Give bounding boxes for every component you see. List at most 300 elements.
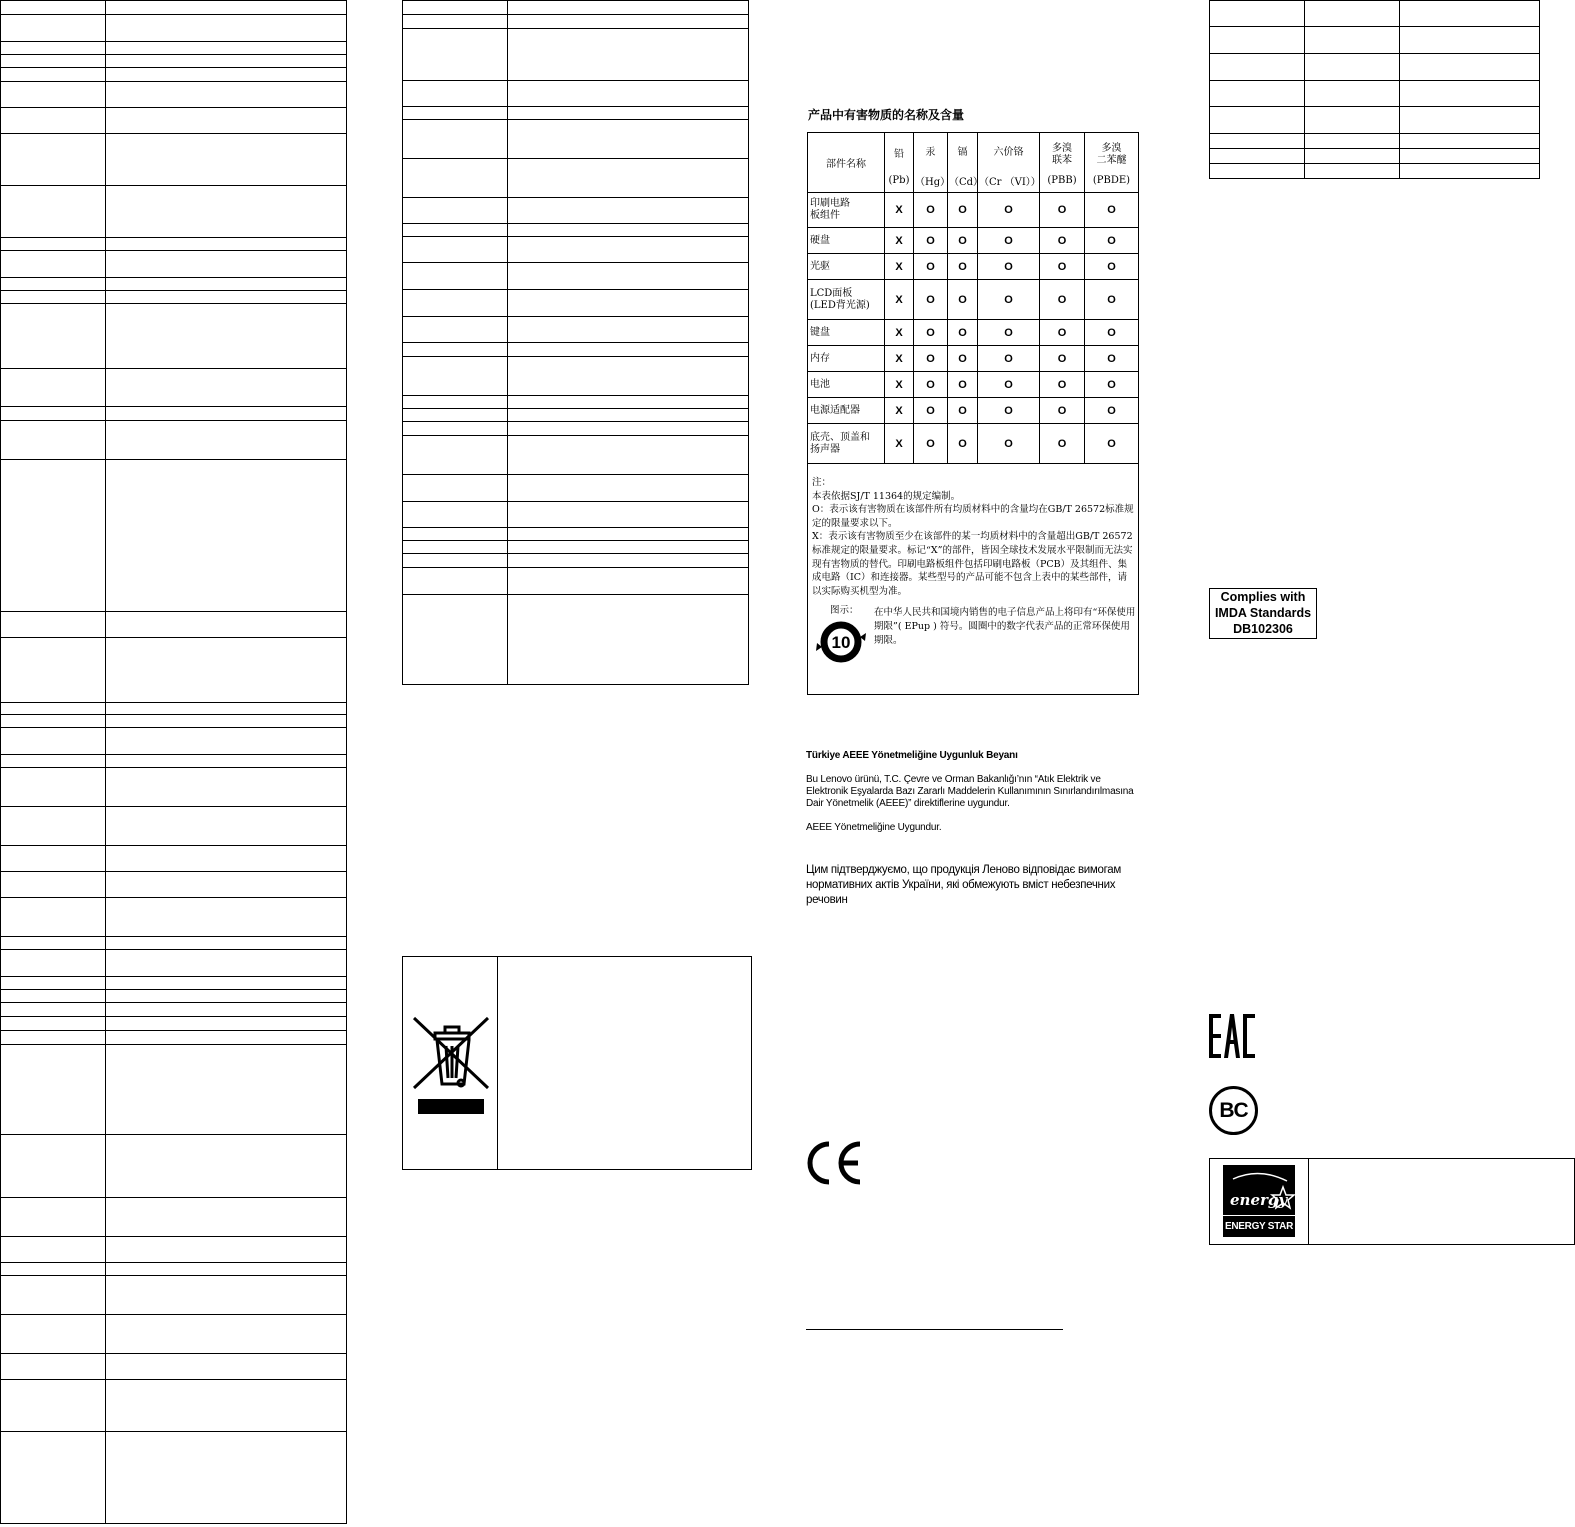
table-row [1, 977, 347, 990]
table-cell [1, 990, 106, 1003]
table-row [1, 1354, 347, 1380]
table-row [403, 263, 749, 290]
table-row [1, 1432, 347, 1524]
table-cell [106, 304, 347, 369]
table-cell [508, 541, 749, 554]
table-cell [1210, 149, 1305, 164]
table-cell [1, 1354, 106, 1380]
part-name-header: 部件名称 [808, 133, 885, 193]
substance-mark: O [914, 280, 948, 320]
weee-box [402, 956, 752, 1170]
table-cell [106, 460, 347, 612]
table-cell [106, 1432, 347, 1524]
table-cell [403, 409, 508, 422]
table-row [1, 950, 347, 977]
table-cell [106, 1198, 347, 1237]
table-cell [1210, 107, 1305, 134]
substance-mark: O [1040, 228, 1085, 254]
table-cell [1, 937, 106, 950]
table-cell [1, 807, 106, 846]
substance-mark: O [914, 372, 948, 398]
substance-mark: O [1040, 398, 1085, 424]
table-row [808, 346, 1139, 372]
table-row [403, 159, 749, 198]
table-row [403, 357, 749, 396]
table-row [403, 343, 749, 357]
table-row [808, 254, 1139, 280]
imda-line-2: IMDA Standards [1214, 606, 1312, 620]
table-row [403, 1, 749, 15]
table-cell [106, 134, 347, 186]
table-cell [106, 42, 347, 55]
table-cell [403, 541, 508, 554]
table-cell [403, 436, 508, 475]
table-cell [403, 159, 508, 198]
substance-mark: O [914, 424, 948, 464]
table-cell [106, 807, 347, 846]
table-cell [1305, 81, 1400, 107]
table-cell [1, 68, 106, 82]
substance-mark: X [885, 228, 914, 254]
table-row [1, 728, 347, 755]
substance-mark: O [1085, 320, 1139, 346]
substance-mark: O [978, 254, 1040, 280]
table-cell [106, 768, 347, 807]
table-row [403, 396, 749, 409]
table-cell [508, 502, 749, 528]
table-row [1, 807, 347, 846]
notes-cell [808, 464, 1139, 695]
middle-empty-table [402, 0, 749, 685]
table-row [403, 528, 749, 541]
table-row [1, 186, 347, 238]
table-cell [106, 251, 347, 278]
table-row [1, 846, 347, 872]
table-cell [1400, 107, 1540, 134]
table-row [1, 638, 347, 703]
table-cell [1305, 134, 1400, 149]
table-row [1210, 164, 1540, 179]
substance-mark: X [885, 424, 914, 464]
substance-mark: O [1085, 424, 1139, 464]
table-row [1, 15, 347, 42]
right-empty-table [1209, 0, 1540, 179]
table-row [1, 291, 347, 304]
table-cell [106, 15, 347, 42]
substance-mark: X [885, 193, 914, 228]
table-cell [403, 290, 508, 317]
part-name-cell: 印刷电路 板组件 [808, 193, 885, 228]
table-row [1, 990, 347, 1003]
part-name-cell: 底壳、顶盖和 扬声器 [808, 424, 885, 464]
substance-mark: O [948, 254, 978, 280]
table-row [403, 541, 749, 554]
substance-header: 汞 （Hg） [914, 133, 948, 193]
table-row [1, 460, 347, 612]
substance-header: 六价铬 （Cr （VI）） [978, 133, 1040, 193]
footnote-rule [806, 1329, 1063, 1330]
table-cell [1, 1432, 106, 1524]
table-row [1, 1003, 347, 1017]
table-cell [1, 42, 106, 55]
table-cell [106, 755, 347, 768]
table-cell [106, 369, 347, 407]
substance-header: 镉 （Cd） [948, 133, 978, 193]
table-cell [508, 263, 749, 290]
imda-line-3: DB102306 [1233, 622, 1293, 636]
substance-mark: O [1085, 254, 1139, 280]
substance-mark: O [948, 228, 978, 254]
table-row [403, 290, 749, 317]
table-cell [1, 1, 106, 15]
table-row [1, 1237, 347, 1263]
substance-mark: O [914, 228, 948, 254]
table-cell [106, 1, 347, 15]
table-cell [1210, 164, 1305, 179]
table-row [403, 317, 749, 343]
notes-row [808, 464, 1139, 695]
table-row [1210, 81, 1540, 107]
table-cell [1, 1003, 106, 1017]
table-row [1210, 27, 1540, 54]
table-cell [106, 728, 347, 755]
table-row [1, 82, 347, 108]
substance-mark: O [1085, 193, 1139, 228]
table-cell [106, 715, 347, 728]
substance-mark: X [885, 280, 914, 320]
eac-mark-icon [1209, 1014, 1255, 1058]
table-row [808, 280, 1139, 320]
table-cell [1, 1237, 106, 1263]
substance-mark: O [914, 346, 948, 372]
table-cell [403, 357, 508, 396]
table-row [1210, 54, 1540, 81]
table-cell [1, 82, 106, 108]
left-empty-table [0, 0, 347, 1524]
table-cell [508, 81, 749, 107]
table-row [808, 398, 1139, 424]
svg-text:energy: energy [1230, 1191, 1288, 1209]
table-cell [106, 238, 347, 251]
substance-header: 多溴 二苯醚 (PBDE) [1085, 133, 1139, 193]
table-cell [508, 409, 749, 422]
table-cell [403, 81, 508, 107]
table-cell [1, 369, 106, 407]
table-cell [1400, 149, 1540, 164]
table-cell [1305, 54, 1400, 81]
table-cell [508, 290, 749, 317]
table-row [1, 421, 347, 460]
table-cell [106, 950, 347, 977]
table-cell [1, 977, 106, 990]
part-name-cell: 光驱 [808, 254, 885, 280]
table-cell [1, 134, 106, 186]
table-cell [1305, 107, 1400, 134]
table-row [1, 407, 347, 421]
table-cell [1, 638, 106, 703]
table-cell [1, 950, 106, 977]
table-cell [106, 977, 347, 990]
table-cell [403, 29, 508, 81]
table-cell [106, 1380, 347, 1432]
table-row [403, 224, 749, 237]
table-row [1, 1135, 347, 1198]
table-row [1, 134, 347, 186]
table-cell [403, 198, 508, 224]
table-cell [403, 554, 508, 568]
substance-mark: O [978, 372, 1040, 398]
substance-mark: O [914, 254, 948, 280]
table-row [1, 768, 347, 807]
table-cell [403, 107, 508, 120]
substance-mark: O [1040, 372, 1085, 398]
legend-label: 图示： [830, 605, 859, 617]
table-cell [1400, 134, 1540, 149]
table-cell [1, 108, 106, 134]
table-cell [508, 528, 749, 541]
table-cell [106, 1017, 347, 1031]
table-cell [1400, 27, 1540, 54]
table-cell [1, 872, 106, 898]
table-cell [403, 422, 508, 436]
substance-mark: X [885, 398, 914, 424]
substance-mark: O [948, 320, 978, 346]
table-cell [508, 29, 749, 81]
table-row [403, 81, 749, 107]
table-cell [403, 343, 508, 357]
substance-mark: X [885, 320, 914, 346]
table-cell [1, 1045, 106, 1135]
substance-mark: O [978, 193, 1040, 228]
substance-mark: O [948, 280, 978, 320]
table-cell [106, 186, 347, 238]
turkey-title: Türkiye AEEE Yönetmeliğine Uygunluk Beyanı [806, 750, 1018, 761]
table-row [1, 715, 347, 728]
substance-mark: O [978, 398, 1040, 424]
substance-mark: O [914, 398, 948, 424]
substance-mark: O [1040, 254, 1085, 280]
table-row [403, 436, 749, 475]
hazardous-substance-table [807, 132, 1139, 695]
bc-text: BC [1219, 1099, 1248, 1122]
table-cell [106, 1354, 347, 1380]
table-cell [508, 317, 749, 343]
table-cell [106, 1315, 347, 1354]
table-cell [403, 237, 508, 263]
substance-mark: X [885, 346, 914, 372]
table-row [403, 475, 749, 502]
table-row [403, 29, 749, 81]
table-cell [1, 15, 106, 42]
table-cell [1, 1017, 106, 1031]
table-row [403, 409, 749, 422]
table-cell [1, 1315, 106, 1354]
table-cell [403, 15, 508, 29]
table-cell [1, 460, 106, 612]
table-cell [1, 1198, 106, 1237]
energy-star-label: ENERGY STAR [1224, 1221, 1293, 1232]
substance-mark: O [948, 424, 978, 464]
table-row [1, 42, 347, 55]
table-row [808, 424, 1139, 464]
table-cell [508, 159, 749, 198]
part-name-cell: 电源适配器 [808, 398, 885, 424]
table-cell [1400, 1, 1540, 27]
table-row [403, 107, 749, 120]
table-cell [1, 238, 106, 251]
rohs-title: 产品中有害物质的名称及含量 [808, 108, 965, 122]
table-row [1, 755, 347, 768]
table-cell [106, 421, 347, 460]
table-cell [1, 703, 106, 715]
table-cell [1, 1276, 106, 1315]
table-row [403, 554, 749, 568]
table-cell [106, 82, 347, 108]
table-cell [1210, 134, 1305, 149]
ce-mark-icon [805, 1140, 865, 1186]
part-name-cell: 内存 [808, 346, 885, 372]
part-name-cell: 电池 [808, 372, 885, 398]
part-name-cell: 硬盘 [808, 228, 885, 254]
table-row [1, 278, 347, 291]
substance-mark: O [1040, 346, 1085, 372]
table-cell [106, 1237, 347, 1263]
substance-mark: O [1040, 280, 1085, 320]
table-cell [106, 68, 347, 82]
table-cell [508, 120, 749, 159]
substance-mark: O [1085, 228, 1139, 254]
substance-mark: O [1085, 346, 1139, 372]
table-row [1, 1031, 347, 1045]
table-cell [508, 554, 749, 568]
table-row [808, 228, 1139, 254]
table-row [1, 1380, 347, 1432]
substance-mark: O [1085, 280, 1139, 320]
table-row [1, 55, 347, 68]
energy-star-box [1209, 1158, 1575, 1245]
table-row [1210, 149, 1540, 164]
substance-mark: O [978, 346, 1040, 372]
table-row [403, 198, 749, 224]
table-cell [106, 898, 347, 937]
table-cell [1305, 164, 1400, 179]
table-row [1, 703, 347, 715]
table-row [808, 372, 1139, 398]
turkey-conformity: AEEE Yönetmeliğine Uygundur. [806, 822, 942, 833]
substance-header: 多溴 联苯 (PBB) [1040, 133, 1085, 193]
substance-mark: O [1040, 193, 1085, 228]
substance-header: 铅 (Pb) [885, 133, 914, 193]
table-row [403, 120, 749, 159]
table-row [1, 68, 347, 82]
table-row [1, 108, 347, 134]
table-cell [106, 1045, 347, 1135]
table-cell [1, 186, 106, 238]
substance-mark: X [885, 372, 914, 398]
part-name-cell: LCD面板 (LED背光源) [808, 280, 885, 320]
substance-mark: O [1040, 320, 1085, 346]
substance-mark: O [1085, 398, 1139, 424]
table-row [1, 1276, 347, 1315]
table-row [1210, 134, 1540, 149]
table-cell [403, 595, 508, 685]
table-cell [106, 872, 347, 898]
table-row [1210, 107, 1540, 134]
table-cell [1, 728, 106, 755]
ukraine-text: Цим підтверджуємо, що продукція Леново відповідає вимогам нормативних актів України, які обмежують вміст небезпечних речовин [806, 864, 1121, 906]
table-row [403, 502, 749, 528]
table-row [1, 1, 347, 15]
svg-text:10: 10 [831, 633, 851, 653]
table-cell [106, 1276, 347, 1315]
table-cell [403, 120, 508, 159]
table-cell [1305, 1, 1400, 27]
table-cell [1, 612, 106, 638]
table-row [808, 193, 1139, 228]
energy-star-icon [1223, 1169, 1295, 1219]
table-row [403, 595, 749, 685]
imda-label [1209, 588, 1317, 639]
table-cell [106, 278, 347, 291]
table-cell [1, 755, 106, 768]
table-cell [106, 1263, 347, 1276]
table-cell [508, 396, 749, 409]
table-row [1, 1017, 347, 1031]
table-row [1, 898, 347, 937]
substance-mark: O [948, 398, 978, 424]
efup-10-icon [814, 618, 868, 666]
table-cell [106, 990, 347, 1003]
table-cell [508, 198, 749, 224]
table-cell [106, 846, 347, 872]
table-cell [508, 15, 749, 29]
table-cell [508, 357, 749, 396]
substance-mark: O [948, 346, 978, 372]
table-row [1210, 1, 1540, 27]
substance-mark: O [914, 193, 948, 228]
table-cell [106, 108, 347, 134]
table-row [1, 1263, 347, 1276]
table-cell [106, 937, 347, 950]
table-header-row [808, 133, 1139, 193]
turkey-body: Bu Lenovo ürünü, T.C. Çevre ve Orman Bakanlığı’nın “Atık Elektrik ve Elektronik Eşyalarda Bazı Zararlı Maddelerin Kullanımının Sınırlandırılmasına Dair Yönetmelik (AEEE)” direktiflerine uygundur. [806, 774, 1134, 809]
table-cell [508, 436, 749, 475]
table-cell [106, 703, 347, 715]
table-cell [508, 224, 749, 237]
table-row [1, 937, 347, 950]
table-cell [508, 107, 749, 120]
table-cell [403, 475, 508, 502]
table-cell [508, 1, 749, 15]
table-cell [1, 715, 106, 728]
imda-line-1: Complies with [1220, 590, 1306, 604]
table-cell [403, 528, 508, 541]
table-row [1, 1198, 347, 1237]
table-cell [403, 1, 508, 15]
table-cell [403, 568, 508, 595]
crossed-out-bin-icon [411, 1013, 491, 1117]
table-cell [1, 407, 106, 421]
substance-mark: O [948, 372, 978, 398]
table-cell [106, 291, 347, 304]
table-cell [106, 638, 347, 703]
table-cell [1, 846, 106, 872]
table-row [1, 1045, 347, 1135]
substance-mark: X [885, 254, 914, 280]
table-cell [106, 1003, 347, 1017]
table-cell [508, 568, 749, 595]
table-row [1, 1315, 347, 1354]
